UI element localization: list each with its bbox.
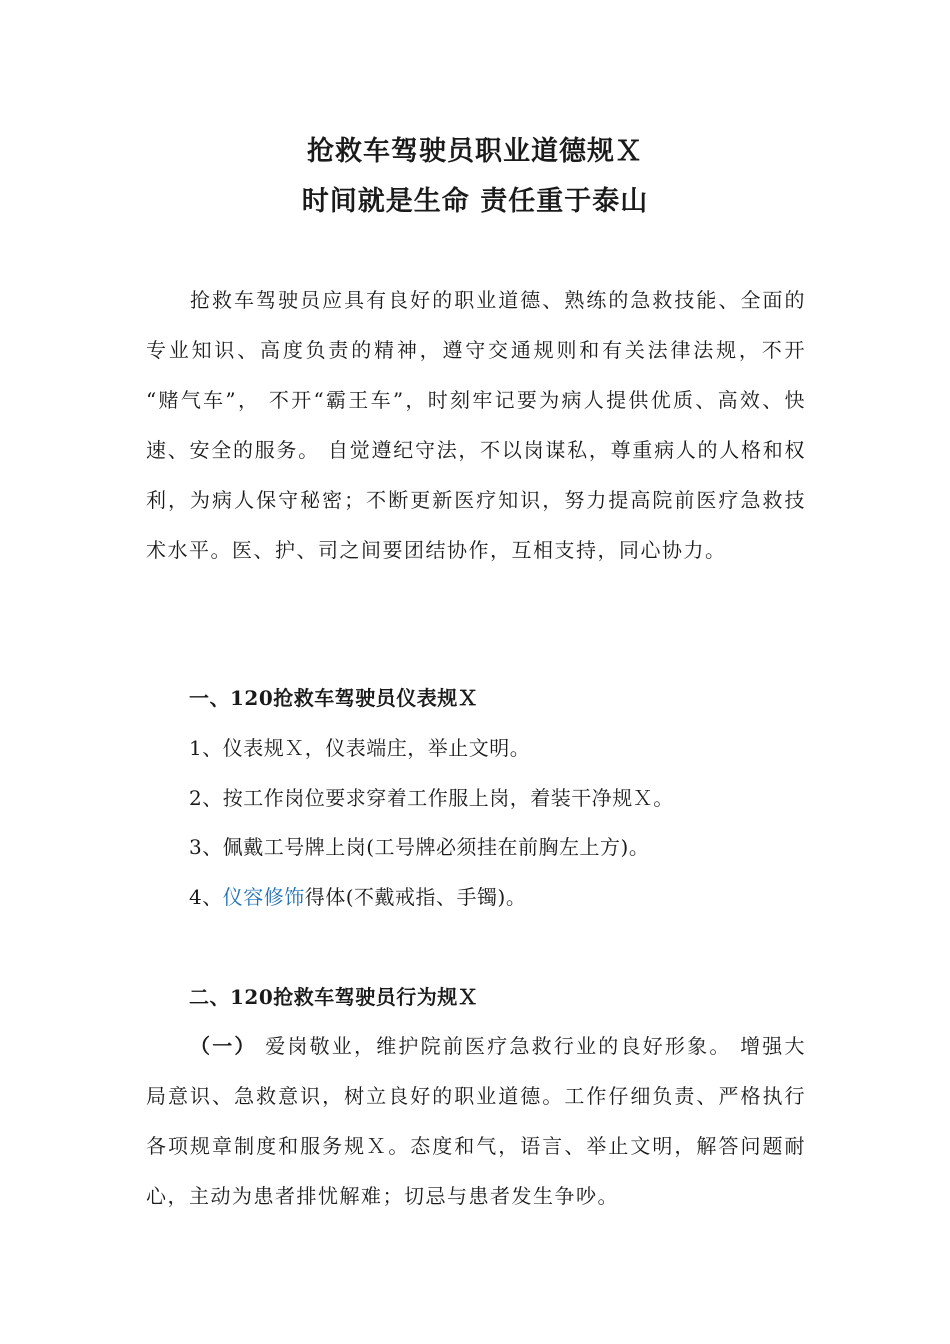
document-title: 抢救车驾驶员职业道德规Ｘ	[307, 136, 643, 167]
subsection-text: 爱岗敬业，维护院前医疗急救行业的良好形象。 增强大局意识、急救意识，树立良好的职业道德。工作仔细负责、严格执行各项规章制度和服务规Ｘ。态度和气，语言、举止文明，解答问题耐心，主动为患者排忧解难；切忌与患者发生争吵。	[146, 1034, 807, 1208]
list-item: 2、按工作岗位要求穿着工作服上岗，着装干净规Ｘ。	[189, 786, 674, 810]
section-heading-appearance: 一、120抢救车驾驶员仪表规Ｘ	[189, 686, 479, 710]
list-item: 3、佩戴工号牌上岗(工号牌必须挂在前胸左上方)。	[189, 835, 650, 859]
behavior-paragraph	[146, 1021, 806, 1221]
list-item: 1、仪表规Ｘ，仪表端庄，举止文明。	[189, 736, 531, 760]
appearance-link[interactable]: 仪容修饰	[222, 885, 305, 909]
list-item-suffix: 得体(不戴戒指、手镯)。	[304, 885, 527, 909]
list-item-prefix: 4、	[189, 885, 223, 909]
section-heading-behavior: 二、120抢救车驾驶员行为规Ｘ	[189, 985, 479, 1009]
intro-paragraph: 抢救车驾驶员应具有良好的职业道德、熟练的急救技能、全面的专业知识、高度负责的精神，遵守交通规则和有关法律法规，不开 “赌气车”， 不开“霸王车”，时刻牢记要为病人提供优质、高效、快速、安全的服务。 自觉遵纪守法，不以岗谋私，尊重病人的人格和权利，为病人保守秘密；不断更新医疗知识，努力提高院前医疗急救技术水平。医、护、司之间要团结协作，互相支持，同心协力。	[146, 288, 806, 562]
list-item	[189, 882, 526, 912]
subsection-marker: （一）	[190, 1034, 257, 1058]
document-subtitle: 时间就是生命 责任重于泰山	[301, 186, 649, 217]
